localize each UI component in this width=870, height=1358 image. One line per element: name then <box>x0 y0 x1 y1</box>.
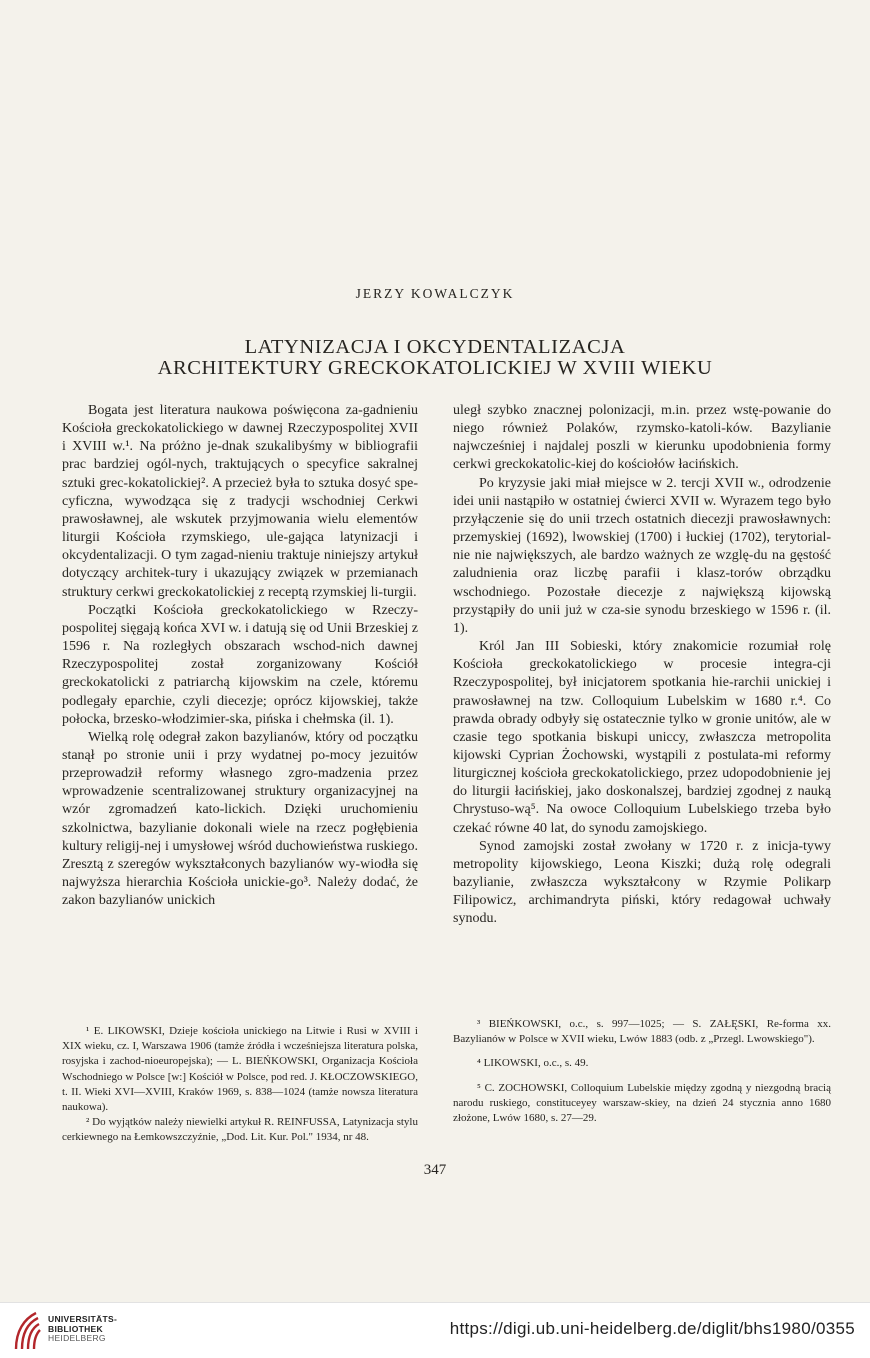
footnote: ² Do wyjątków należy niewielki artykuł R. REINFUSSA, Latynizacja stylu cerkiewnego na Łemkowszczyźnie, „Dod. Lit. Kur. Pol." 1934, nr 48. <box>62 1116 418 1144</box>
page-number: 347 <box>423 1162 447 1178</box>
footnote: ⁵ C. ZOCHOWSKI, Colloquium Lubelskie między zgodną y niezgodną bracią narodu ruskiego, constituceyey warszaw-skiey, na dzień 24 stycznia anno 1680 złożone, Lwów 1680, s. 27—29. <box>453 1081 831 1125</box>
paragraph: Początki Kościoła greckokatolickiego w Rzeczy-pospolitej sięgają końca XVI w. i datują się od Unii Brzeskiej z 1596 r. Na rozległych obszarach wschod-nich dawnej Rzeczypospolitej został zorganizowany Kościół greckokatolicki z patriarchą kijowskim na czele, któremu podlegały eparchie, czyli diecezje; oprócz kijowskiej, także połocka, brzesko-włodzimier-ska, pińska i chełmska (il. 1). <box>62 602 418 727</box>
library-name-line-1: UNIVERSITÄTS- <box>48 1314 118 1324</box>
footnotes-right <box>453 1017 831 1135</box>
library-name-line-3: HEIDELBERG <box>48 1333 106 1343</box>
library-logo-icon <box>10 1309 42 1351</box>
footnote: ³ BIEŃKOWSKI, o.c., s. 997—1025; — S. ZAŁĘSKI, Re-forma xx. Bazylianów w Polsce w XVII wieku, Lwów 1883 (odb. z „Przegl. Lwowskiego"). <box>453 1018 831 1046</box>
paragraph: uległ szybko znacznej polonizacji, m.in. przez wstę-powanie do niego również Polaków, rzymsko-katoli-ków. Bazylianie najwcześniej i najdalej poszli w kierunku upodobnienia formy cerkwi greckokatolic-kiej do kościołów łacińskich. <box>453 403 831 473</box>
library-name-line-2: BIBLIOTHEK <box>48 1323 103 1334</box>
paragraph: Król Jan III Sobieski, który znakomicie rozumiał rolę Kościoła greckokatolickiego w procesie integra-cji Rzeczypospolitej, był inicjatorem spotkania hie-rarchii unickiej i prawosławnej na tzw. Colloquium Lubelskim w 1680 r.⁴. Co prawda obrady odbyły się ostatecznie tylko w gronie unitów, ale w czasie tego spotkania biskupi uniccy, zwłaszcza metropolita kijowski Cyprian Żochowski, wystąpili z postulata-mi reformy liturgicznej kościoła greckokatolickiego, przez udopodobnienie jej do liturgii łacińskiej, jako doskonalszej, bardziej zgodnej z nauką Chrystuso-wą⁵. Na owoce Colloquium Lubelskiego trzeba było czekać równe 40 lat, do synodu zamojskiego. <box>453 639 831 836</box>
library-name <box>48 1315 117 1344</box>
paragraph: Bogata jest literatura naukowa poświęcona za-gadnieniu Kościoła greckokatolickiego w dawnej Rzeczypospolitej XVII i XVIII w.¹. Na próżno je-dnak szukalibyśmy w bibliografii prac bardziej ogól-nych, traktujących o specyfice sakralnej sztuki grec-kokatolickiej². A przecież była to sztuka dosyć spe-cyficzna, wywodząca się z tradycji wschodniej Cerkwi prawosławnej, ale wskutek przyjmowania wielu elementów liturgii Kościoła rzymskiego, ule-gająca latynizacji i okcydentalizacji. O tym zagad-nieniu traktuje niniejszy artykuł dotyczący architek-tury i ukazujący związek w przemianach struktury cerkwi greckokatolickiej z receptą rzymskiej li-turgii. <box>62 403 418 600</box>
title-line-2: ARCHITEKTURY GRECKOKATOLICKIEJ W XVIII WIEKU <box>157 357 713 379</box>
paragraph: Synod zamojski został zwołany w 1720 r. z inicja-tywy metropolity kijowskiego, Leona Kiszki; dużą rolę odegrali bazylianie, zwłaszcza wykształcony w Rzymie Polikarp Filipowicz, archimandryta piński, który redagował uchwały synodu. <box>453 838 831 927</box>
title-line-1: LATYNIZACJA I OKCYDENTALIZACJA <box>244 336 626 358</box>
article-title <box>60 337 810 379</box>
footnotes-left <box>62 1024 418 1146</box>
left-text-column <box>62 402 418 910</box>
footnote: ¹ E. LIKOWSKI, Dzieje kościoła unickiego na Litwie i Rusi w XVIII i XIX wieku, cz. I, Warszawa 1906 (tamże źródła i wcześniejsza literatura polska, rosyjska i zachod-nioeuropejska); — L. BIEŃKOWSKI, Organizacja Kościoła Wschodniego w Polsce [w:] Kościół w Polsce, pod red. J. KŁOCZOWSKIEGO, t. II. Wieki XVI—XVIII, Kraków 1969, s. 838—1024 (tamże nowsza literatura naukowa). <box>62 1025 418 1114</box>
right-text-column <box>453 402 831 929</box>
paragraph: Wielką rolę odegrał zakon bazylianów, który od początku stanął po stronie unii i przy wydatnej po-mocy jezuitów przeprowadził reformy własnego zgro-madzenia przez wprowadzenie scentralizowanej struktury organizacyjnej na wzór zgromadzeń kato-lickich. Dzięki uruchomieniu szkolnictwa, bazylianie dokonali wiele na rzecz pogłębienia kultury religij-nej i umysłowej wśród duchowieństwa ruskiego. Zresztą z szeregów wykształconych bazylianów wy-wiodła się najwyższa hierarchia Kościoła unickie-go³. Należy dodać, że zakon bazylianów unickich <box>62 729 418 909</box>
viewer-footer <box>0 1302 870 1358</box>
source-url-link[interactable]: https://digi.ub.uni-heidelberg.de/diglit/bhs1980/0355 <box>449 1319 855 1338</box>
article-author: JERZY KOWALCZYK <box>355 286 515 301</box>
footnote: ⁴ LIKOWSKI, o.c., s. 49. <box>477 1057 589 1070</box>
paragraph: Po kryzysie jaki miał miejsce w 2. tercji XVII w., odrodzenie idei unii nastąpiło w ostatniej ćwierci XVII w. Wyrazem tego było przyłączenie się do unii trzech ostatnich diecezji prawosławnych: przemyskiej (1692), lwowskiej (1700) i łuckiej (1702), terytorial-nie nie największych, ale bardzo ważnych ze wzglę-du na gęstość zaludnienia oraz liczbę parafii i klasz-torów obrządku wschodniego. Pozostałe diecezje z największą kijowską przystąpiły do unii już w cza-sie synodu brzeskiego w 1596 r. (il. 1). <box>453 475 831 636</box>
